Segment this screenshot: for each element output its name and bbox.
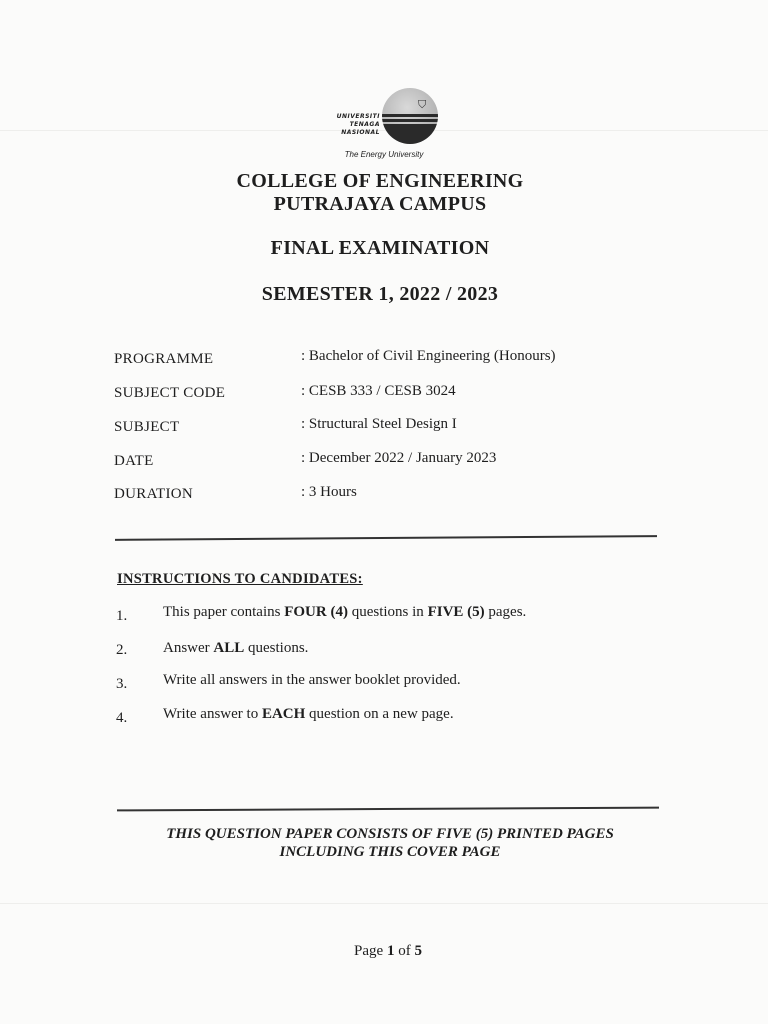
page-number: Page 1 of 5 bbox=[354, 943, 422, 959]
info-label-programme: PROGRAMME bbox=[114, 351, 214, 367]
info-label-subject: SUBJECT bbox=[114, 419, 180, 435]
scan-artifact-line bbox=[0, 903, 768, 904]
info-value-subject: : Structural Steel Design I bbox=[301, 416, 457, 432]
instructions-heading: INSTRUCTIONS TO CANDIDATES: bbox=[117, 571, 363, 587]
instruction-1: This paper contains FOUR (4) questions in FIVE (5) pages. bbox=[163, 604, 527, 620]
campus-title: PUTRAJAYA CAMPUS bbox=[273, 193, 487, 215]
divider-line bbox=[115, 535, 657, 540]
exam-title: FINAL EXAMINATION bbox=[270, 237, 490, 259]
instruction-3: Write all answers in the answer booklet provided. bbox=[163, 672, 461, 688]
instruction-2: Answer ALL questions. bbox=[163, 640, 309, 656]
instruction-number: 3. bbox=[116, 676, 128, 692]
info-label-subject-code: SUBJECT CODE bbox=[114, 385, 226, 401]
instruction-4: Write answer to EACH question on a new page. bbox=[163, 706, 454, 722]
instruction-number: 1. bbox=[116, 608, 128, 624]
college-title: COLLEGE OF ENGINEERING bbox=[236, 170, 524, 192]
instruction-number: 4. bbox=[116, 710, 128, 726]
info-value-date: : December 2022 / January 2023 bbox=[301, 450, 497, 466]
footer-note-line-2: INCLUDING THIS COVER PAGE bbox=[279, 844, 501, 860]
logo-wordmark: UNIVERSITI TENAGA NASIONAL bbox=[336, 113, 380, 136]
footer-note-line-1: THIS QUESTION PAPER CONSISTS OF FIVE (5) PRINTED PAGES bbox=[166, 826, 614, 842]
logo-emblem-circle bbox=[382, 88, 438, 144]
divider-line bbox=[117, 807, 659, 811]
info-label-duration: DURATION bbox=[114, 486, 194, 502]
semester-title: SEMESTER 1, 2022 / 2023 bbox=[261, 283, 499, 305]
shield-icon: ⛉ bbox=[418, 98, 427, 111]
info-value-programme: : Bachelor of Civil Engineering (Honours) bbox=[301, 348, 556, 364]
university-logo bbox=[320, 86, 445, 156]
university-tagline: The Energy University bbox=[344, 150, 424, 159]
info-value-duration: : 3 Hours bbox=[301, 484, 357, 500]
instruction-number: 2. bbox=[116, 642, 128, 658]
info-value-subject-code: : CESB 333 / CESB 3024 bbox=[301, 383, 456, 399]
info-label-date: DATE bbox=[114, 453, 154, 469]
